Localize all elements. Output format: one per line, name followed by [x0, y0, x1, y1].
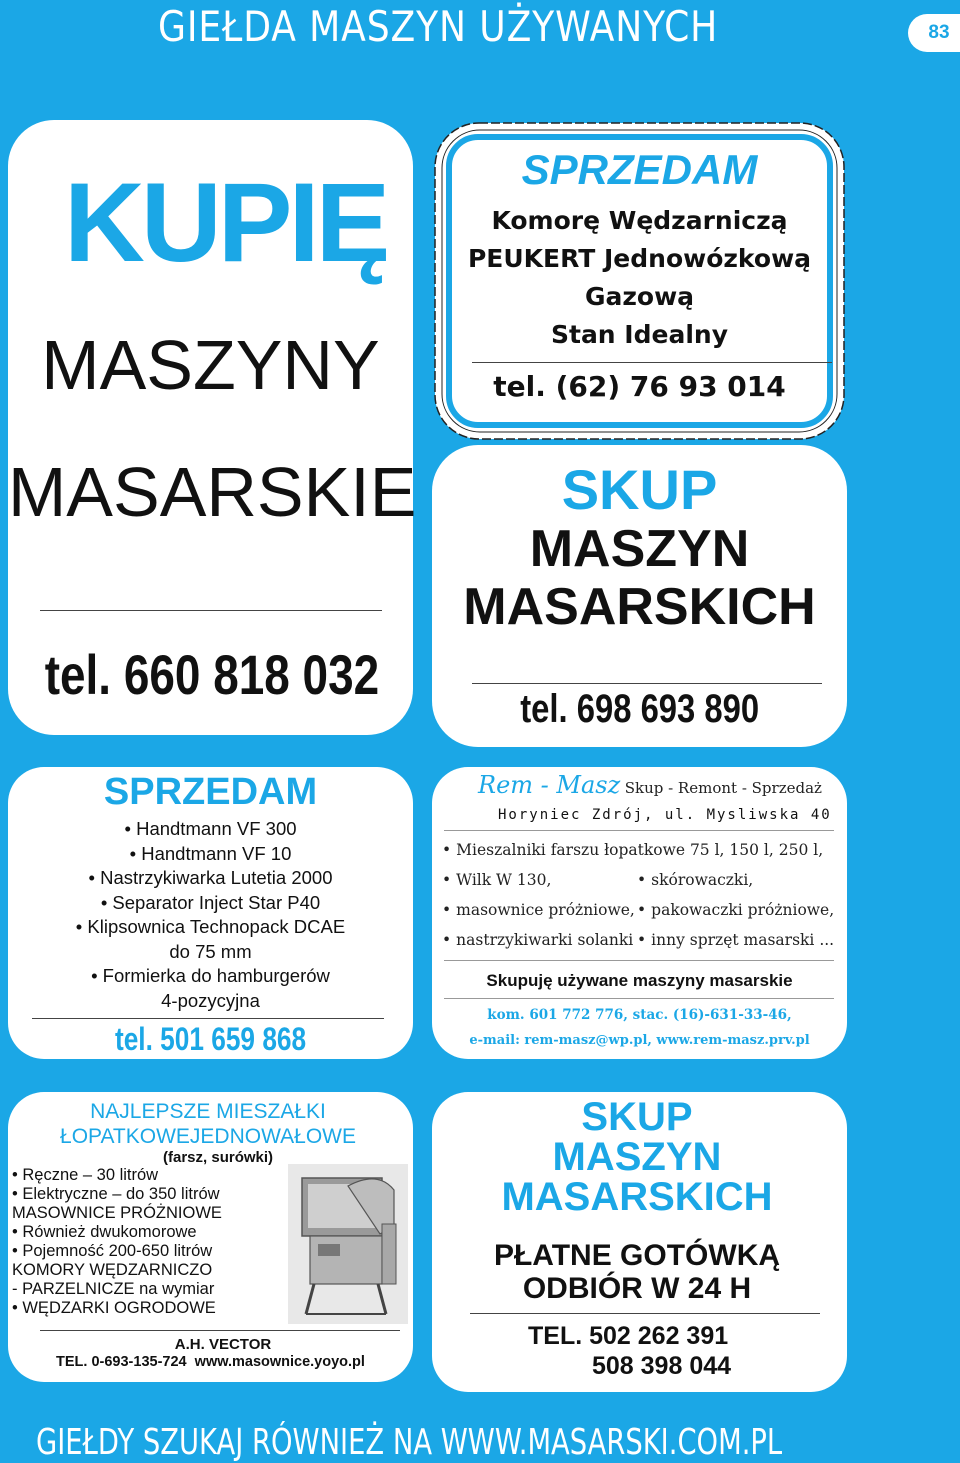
- ad-rem-masz-item: • skórowaczki,: [637, 871, 753, 889]
- ad-vector-list: [12, 1166, 222, 1318]
- page-number: 83: [908, 14, 960, 52]
- list-item: • Również dwukomorowe: [12, 1223, 197, 1241]
- ad-rem-masz-item: • nastrzykiwarki solanki: [442, 931, 633, 949]
- ad-rem-masz-contact-phone: kom. 601 772 776, stac. (16)-631-33-46,: [487, 1007, 792, 1023]
- page-header-title: GIEŁDA MASZYN UŻYWANYCH: [158, 2, 719, 51]
- list-item: • Separator Inject Star P40: [100, 891, 321, 913]
- ad-rem-masz-item: • masownice próżniowe,: [442, 901, 635, 919]
- ad-rem-masz-item: • Wilk W 130,: [442, 871, 551, 889]
- ad-skup-2-divider: [470, 1313, 820, 1314]
- ad-vector-subtitle: (farsz, surówki): [163, 1149, 274, 1166]
- list-item: • Ręczne – 30 litrów: [12, 1166, 159, 1184]
- ad-sprzedam-handtmann-divider: [32, 1018, 384, 1019]
- ad-sprzedam-komora-line: Komorę Wędzarniczą: [491, 206, 788, 235]
- list-item: • Handtmann VF 10: [129, 842, 292, 864]
- ad-skup-2-title2: MASZYN: [552, 1135, 722, 1179]
- ad-sprzedam-komora-phone: tel. (62) 76 93 014: [493, 370, 786, 403]
- ad-skup-2-phone2: 508 398 044: [592, 1352, 732, 1380]
- ad-rem-masz-contact-web[interactable]: e-mail: rem-masz@wp.pl, www.rem-masz.prv.pl: [469, 1033, 810, 1048]
- list-item: • Formierka do hamburgerów: [91, 965, 330, 986]
- ad-rem-masz-divider: [444, 830, 834, 831]
- ad-rem-masz-divider: [444, 960, 834, 961]
- ad-kupie-divider: [40, 610, 382, 611]
- ad-vector: [8, 1092, 413, 1382]
- ad-sprzedam-handtmann-list: [8, 817, 413, 1013]
- ad-skup-1-phone: tel. 698 693 890: [520, 687, 759, 731]
- list-item: MASOWNICE PRÓŻNIOWE: [12, 1204, 222, 1222]
- ad-vector-divider: [40, 1330, 400, 1331]
- ad-kupie-title: KUPIĘ: [64, 160, 387, 285]
- ad-skup-2-line2: ODBIÓR W 24 H: [522, 1272, 752, 1305]
- ad-rem-masz-item: • pakowaczki próżniowe,: [637, 901, 834, 919]
- ad-rem-masz-address: Horyniec Zdrój, ul. Mysliwska 40: [498, 807, 832, 823]
- ad-sprzedam-handtmann: [8, 767, 413, 1059]
- list-item: • Klipsownica Technopack DCAE: [75, 916, 346, 937]
- ad-skup-1-line2: MASZYN: [529, 520, 750, 578]
- list-item: • Nastrzykiwarka Lutetia 2000: [88, 867, 333, 888]
- list-item: • Handtmann VF 300: [124, 818, 297, 839]
- ad-kupie: [8, 120, 417, 735]
- ad-rem-masz-tagline: Skup - Remont - Sprzedaż: [624, 779, 822, 797]
- ad-sprzedam-handtmann-phone: tel. 501 659 868: [114, 1021, 307, 1057]
- ad-sprzedam-komora-line: PEUKERT Jednowózkową: [467, 244, 812, 273]
- list-item: • Pojemność 200-650 litrów: [12, 1242, 213, 1260]
- ad-sprzedam-komora-line: Stan Idealny: [550, 320, 728, 349]
- ad-rem-masz-divider: [444, 998, 834, 999]
- ad-skup-2-phone1: TEL. 502 262 391: [528, 1322, 729, 1350]
- ad-vector-contact: TEL. 0-693-135-724 www.masownice.yoyo.pl: [56, 1354, 365, 1370]
- ad-skup-1: [432, 445, 847, 747]
- ad-sprzedam-komora-line: Gazową: [584, 282, 695, 311]
- ad-skup-1-line3: MASARSKICH: [463, 578, 816, 636]
- ad-vector-title1: NAJLEPSZE MIESZAŁKI: [90, 1100, 326, 1123]
- ad-skup-1-title: SKUP: [561, 458, 718, 521]
- ad-skup-2: [432, 1092, 847, 1392]
- ad-rem-masz: [432, 767, 847, 1059]
- ad-rem-masz-headline: Skupuję używane maszyny masarskie: [486, 971, 793, 990]
- ad-sprzedam-handtmann-title: SPRZEDAM: [103, 771, 318, 813]
- footer-text: GIEŁDY SZUKAJ RÓWNIEŻ NA WWW.MASARSKI.COM.PL: [36, 1422, 783, 1463]
- ad-rem-masz-item: • Mieszalniki farszu łopatkowe 75 l, 150 l, 250 l,: [442, 841, 823, 859]
- ad-kupie-line2: MASZYNY: [41, 326, 380, 404]
- ad-vector-title2: ŁOPATKOWEJEDNOWAŁOWE: [60, 1125, 356, 1148]
- ad-skup-2-line1: PŁATNE GOTÓWKĄ: [493, 1239, 781, 1272]
- ad-skup-2-title3: MASARSKICH: [501, 1175, 773, 1219]
- ad-kupie-line3: MASARSKIE: [8, 453, 417, 531]
- list-item: • WĘDZARKI OGRODOWE: [12, 1299, 216, 1317]
- ad-rem-masz-brand: Rem - Masz: [478, 771, 621, 799]
- list-item: 4-pozycyjna: [161, 989, 260, 1011]
- ad-skup-2-title1: SKUP: [581, 1095, 693, 1139]
- ad-kupie-phone: tel. 660 818 032: [44, 643, 380, 706]
- list-item: • Elektryczne – do 350 litrów: [12, 1185, 220, 1203]
- ad-sprzedam-komora: [432, 120, 847, 442]
- list-item: - PARZELNICZE na wymiar: [12, 1280, 215, 1298]
- ad-rem-masz-item: • inny sprzęt masarski ...: [637, 931, 834, 949]
- list-item: KOMORY WĘDZARNICZO: [12, 1261, 213, 1279]
- ad-sprzedam-komora-divider: [472, 362, 832, 363]
- mixer-machine-illustration: [288, 1164, 408, 1324]
- ad-sprzedam-komora-title: SPRZEDAM: [521, 146, 758, 193]
- list-item: do 75 mm: [169, 940, 252, 962]
- ad-vector-company: A.H. VECTOR: [174, 1336, 272, 1353]
- ad-skup-1-divider: [472, 683, 822, 684]
